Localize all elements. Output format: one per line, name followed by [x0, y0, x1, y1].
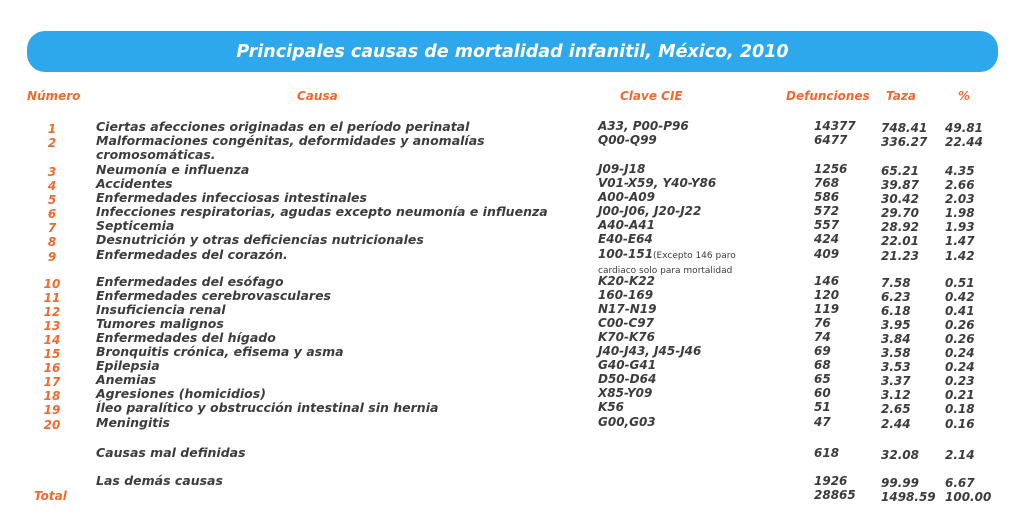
- row-pct: 0.26: [945, 318, 975, 332]
- row-taza: 29.70: [881, 206, 919, 220]
- row-cause: Accidentes: [96, 176, 173, 191]
- row-pct: 0.18: [945, 402, 975, 416]
- row-pct: 0.24: [945, 346, 975, 360]
- row-cie: J09-J18: [598, 162, 646, 176]
- header-numero: Número: [27, 89, 81, 103]
- row-number: 1: [47, 122, 57, 136]
- row-pct: 4.35: [945, 164, 975, 178]
- row-taza: 3.84: [881, 332, 911, 346]
- row-number: 6: [47, 207, 57, 221]
- row-cause: Bronquitis crónica, efisema y asma: [96, 344, 344, 359]
- row-cause: Enfermedades infecciosas intestinales: [96, 190, 367, 205]
- row-taza: 7.58: [881, 276, 911, 290]
- row-defunciones: 119: [814, 302, 840, 316]
- row-cie: Q00-Q99: [598, 133, 657, 147]
- row-cie: G40-G41: [598, 358, 657, 372]
- row-cie: G00,G03: [598, 415, 656, 429]
- row-number: 18: [43, 389, 61, 403]
- row-taza: 6.23: [881, 290, 911, 304]
- row-cause: Desnutrición y otras deficiencias nutricionales: [96, 232, 424, 247]
- row-number: 8: [47, 235, 57, 249]
- row-cause: Tumores malignos: [96, 316, 224, 331]
- row-pct: 49.81: [945, 121, 983, 135]
- row-defunciones: 768: [814, 176, 840, 190]
- row-defunciones: 69: [814, 344, 831, 358]
- row-cause: Epilepsia: [96, 358, 160, 373]
- row-number: 5: [47, 193, 57, 207]
- row-cause: Agresiones (homicidios): [96, 386, 266, 401]
- row-cause: Enfermedades del corazón.: [96, 247, 288, 262]
- row-cie: A40-A41: [598, 218, 655, 232]
- row-cause: Malformaciones congénitas, deformidades y anomalías: [96, 133, 485, 148]
- row-cause: Enfermedades del hígado: [96, 330, 276, 345]
- row-number: 19: [43, 403, 61, 417]
- header-clave: Clave CIE: [620, 89, 683, 103]
- row-cause: Ciertas afecciones originadas en el período perinatal: [96, 119, 470, 134]
- row-cie: E40-E64: [598, 232, 653, 246]
- row-pct: 2.66: [945, 178, 975, 192]
- row-defunciones: 47: [814, 415, 831, 429]
- row-defunciones: 572: [814, 204, 840, 218]
- row-cause: Meningitis: [96, 415, 170, 430]
- row-number: 16: [43, 361, 61, 375]
- row-number: 10: [43, 277, 61, 291]
- row-taza: 3.37: [881, 374, 911, 388]
- row-defunciones: 74: [814, 330, 831, 344]
- demas-taza: 99.99: [881, 476, 919, 490]
- row-taza: 3.58: [881, 346, 911, 360]
- header-defunciones: Defunciones: [786, 89, 870, 103]
- row-cie-note: (Excepto 146 paro: [653, 251, 736, 261]
- row-defunciones: 51: [814, 400, 831, 414]
- total-defunciones: 28865: [814, 488, 856, 502]
- row-number: 17: [43, 375, 61, 389]
- row-defunciones: 120: [814, 288, 840, 302]
- mal-definidas-taza: 32.08: [881, 448, 919, 462]
- row-defunciones: 60: [814, 386, 831, 400]
- row-cause: Anemias: [96, 372, 157, 387]
- row-taza: 3.53: [881, 360, 911, 374]
- row-number: 11: [43, 291, 61, 305]
- row-pct: 2.03: [945, 192, 975, 206]
- row-pct: 1.93: [945, 220, 975, 234]
- row-taza: 748.41: [881, 121, 928, 135]
- row-pct: 1.42: [945, 249, 975, 263]
- row-taza: 21.23: [881, 249, 919, 263]
- row-defunciones: 1256: [814, 162, 848, 176]
- row-taza: 336.27: [881, 135, 928, 149]
- row-pct: 0.41: [945, 304, 975, 318]
- total-pct: 100.00: [945, 490, 992, 504]
- row-cie: A00-A09: [598, 190, 655, 204]
- row-pct: 0.51: [945, 276, 975, 290]
- row-defunciones: 65: [814, 372, 831, 386]
- demas-pct: 6.67: [945, 476, 975, 490]
- row-pct: 0.21: [945, 388, 975, 402]
- row-cie: J00-J06, J20-J22: [598, 204, 702, 218]
- title-banner: [27, 31, 998, 72]
- row-defunciones: 409: [814, 247, 840, 261]
- row-pct: 1.98: [945, 206, 975, 220]
- row-number: 20: [43, 418, 61, 432]
- row-cie: N17-N19: [598, 302, 657, 316]
- row-cause: Infecciones respiratorias, agudas excepto neumonía e influenza: [96, 204, 548, 219]
- row-taza: 65.21: [881, 164, 919, 178]
- row-cause-continued: cromosomáticas.: [96, 147, 216, 162]
- row-number: 15: [43, 347, 61, 361]
- row-defunciones: 76: [814, 316, 831, 330]
- mal-definidas-cause: Causas mal definidas: [96, 445, 246, 460]
- row-cie: K56: [598, 400, 624, 414]
- row-taza: 22.01: [881, 234, 919, 248]
- row-defunciones: 6477: [814, 133, 848, 147]
- row-cie: A33, P00-P96: [598, 119, 689, 133]
- row-cause: Enfermedades cerebrovasculares: [96, 288, 331, 303]
- row-cause: Íleo paralítico y obstrucción intestinal sin hernia: [96, 400, 439, 415]
- row-defunciones: 14377: [814, 119, 856, 133]
- row-number: 2: [47, 136, 57, 150]
- header-taza: Taza: [886, 89, 916, 103]
- row-taza: 30.42: [881, 192, 919, 206]
- total-label: Total: [34, 489, 67, 503]
- header-pct: %: [958, 89, 971, 103]
- row-taza: 2.65: [881, 402, 911, 416]
- row-pct: 0.24: [945, 360, 975, 374]
- row-number: 13: [43, 319, 61, 333]
- row-pct: 0.42: [945, 290, 975, 304]
- row-taza: 2.44: [881, 417, 911, 431]
- row-taza: 39.87: [881, 178, 919, 192]
- row-defunciones: 557: [814, 218, 840, 232]
- row-number: 12: [43, 305, 61, 319]
- row-cie: D50-D64: [598, 372, 657, 386]
- row-cie: 160-169: [598, 288, 654, 302]
- row-cie: X85-Y09: [598, 386, 653, 400]
- header-causa: Causa: [297, 89, 338, 103]
- row-defunciones: 146: [814, 274, 840, 288]
- row-cause: Enfermedades del esófago: [96, 274, 284, 289]
- demas-cause: Las demás causas: [96, 473, 223, 488]
- row-taza: 6.18: [881, 304, 911, 318]
- row-cause: Neumonía e influenza: [96, 162, 250, 177]
- row-number: 7: [47, 221, 57, 235]
- row-pct: 0.23: [945, 374, 975, 388]
- mal-definidas-defunciones: 618: [814, 446, 840, 460]
- row-number: 4: [47, 179, 57, 193]
- row-number: 14: [43, 333, 61, 347]
- row-cie: J40-J43, J45-J46: [598, 344, 702, 358]
- row-pct: 0.16: [945, 417, 975, 431]
- total-taza: 1498.59: [881, 490, 936, 504]
- row-pct: 0.26: [945, 332, 975, 346]
- row-cie: K20-K22: [598, 274, 655, 288]
- row-taza: 28.92: [881, 220, 919, 234]
- row-defunciones: 68: [814, 358, 831, 372]
- row-taza: 3.95: [881, 318, 911, 332]
- row-pct: 1.47: [945, 234, 975, 248]
- page-title: Principales causas de mortalidad infanitil, México, 2010: [236, 41, 789, 62]
- row-defunciones: 424: [814, 232, 840, 246]
- row-cie: K70-K76: [598, 330, 655, 344]
- demas-defunciones: 1926: [814, 474, 848, 488]
- row-cause: Septicemia: [96, 218, 175, 233]
- row-cie: 100-151: [598, 247, 654, 261]
- mal-definidas-pct: 2.14: [945, 448, 975, 462]
- row-pct: 22.44: [945, 135, 983, 149]
- row-cie: V01-X59, Y40-Y86: [598, 176, 717, 190]
- row-number: 3: [47, 165, 57, 179]
- row-cie-note-continued: cardiaco solo para mortalidad: [598, 266, 733, 276]
- row-taza: 3.12: [881, 388, 911, 402]
- row-cause: Insuficiencia renal: [96, 302, 226, 317]
- row-cie: C00-C97: [598, 316, 654, 330]
- row-defunciones: 586: [814, 190, 840, 204]
- row-number: 9: [47, 250, 57, 264]
